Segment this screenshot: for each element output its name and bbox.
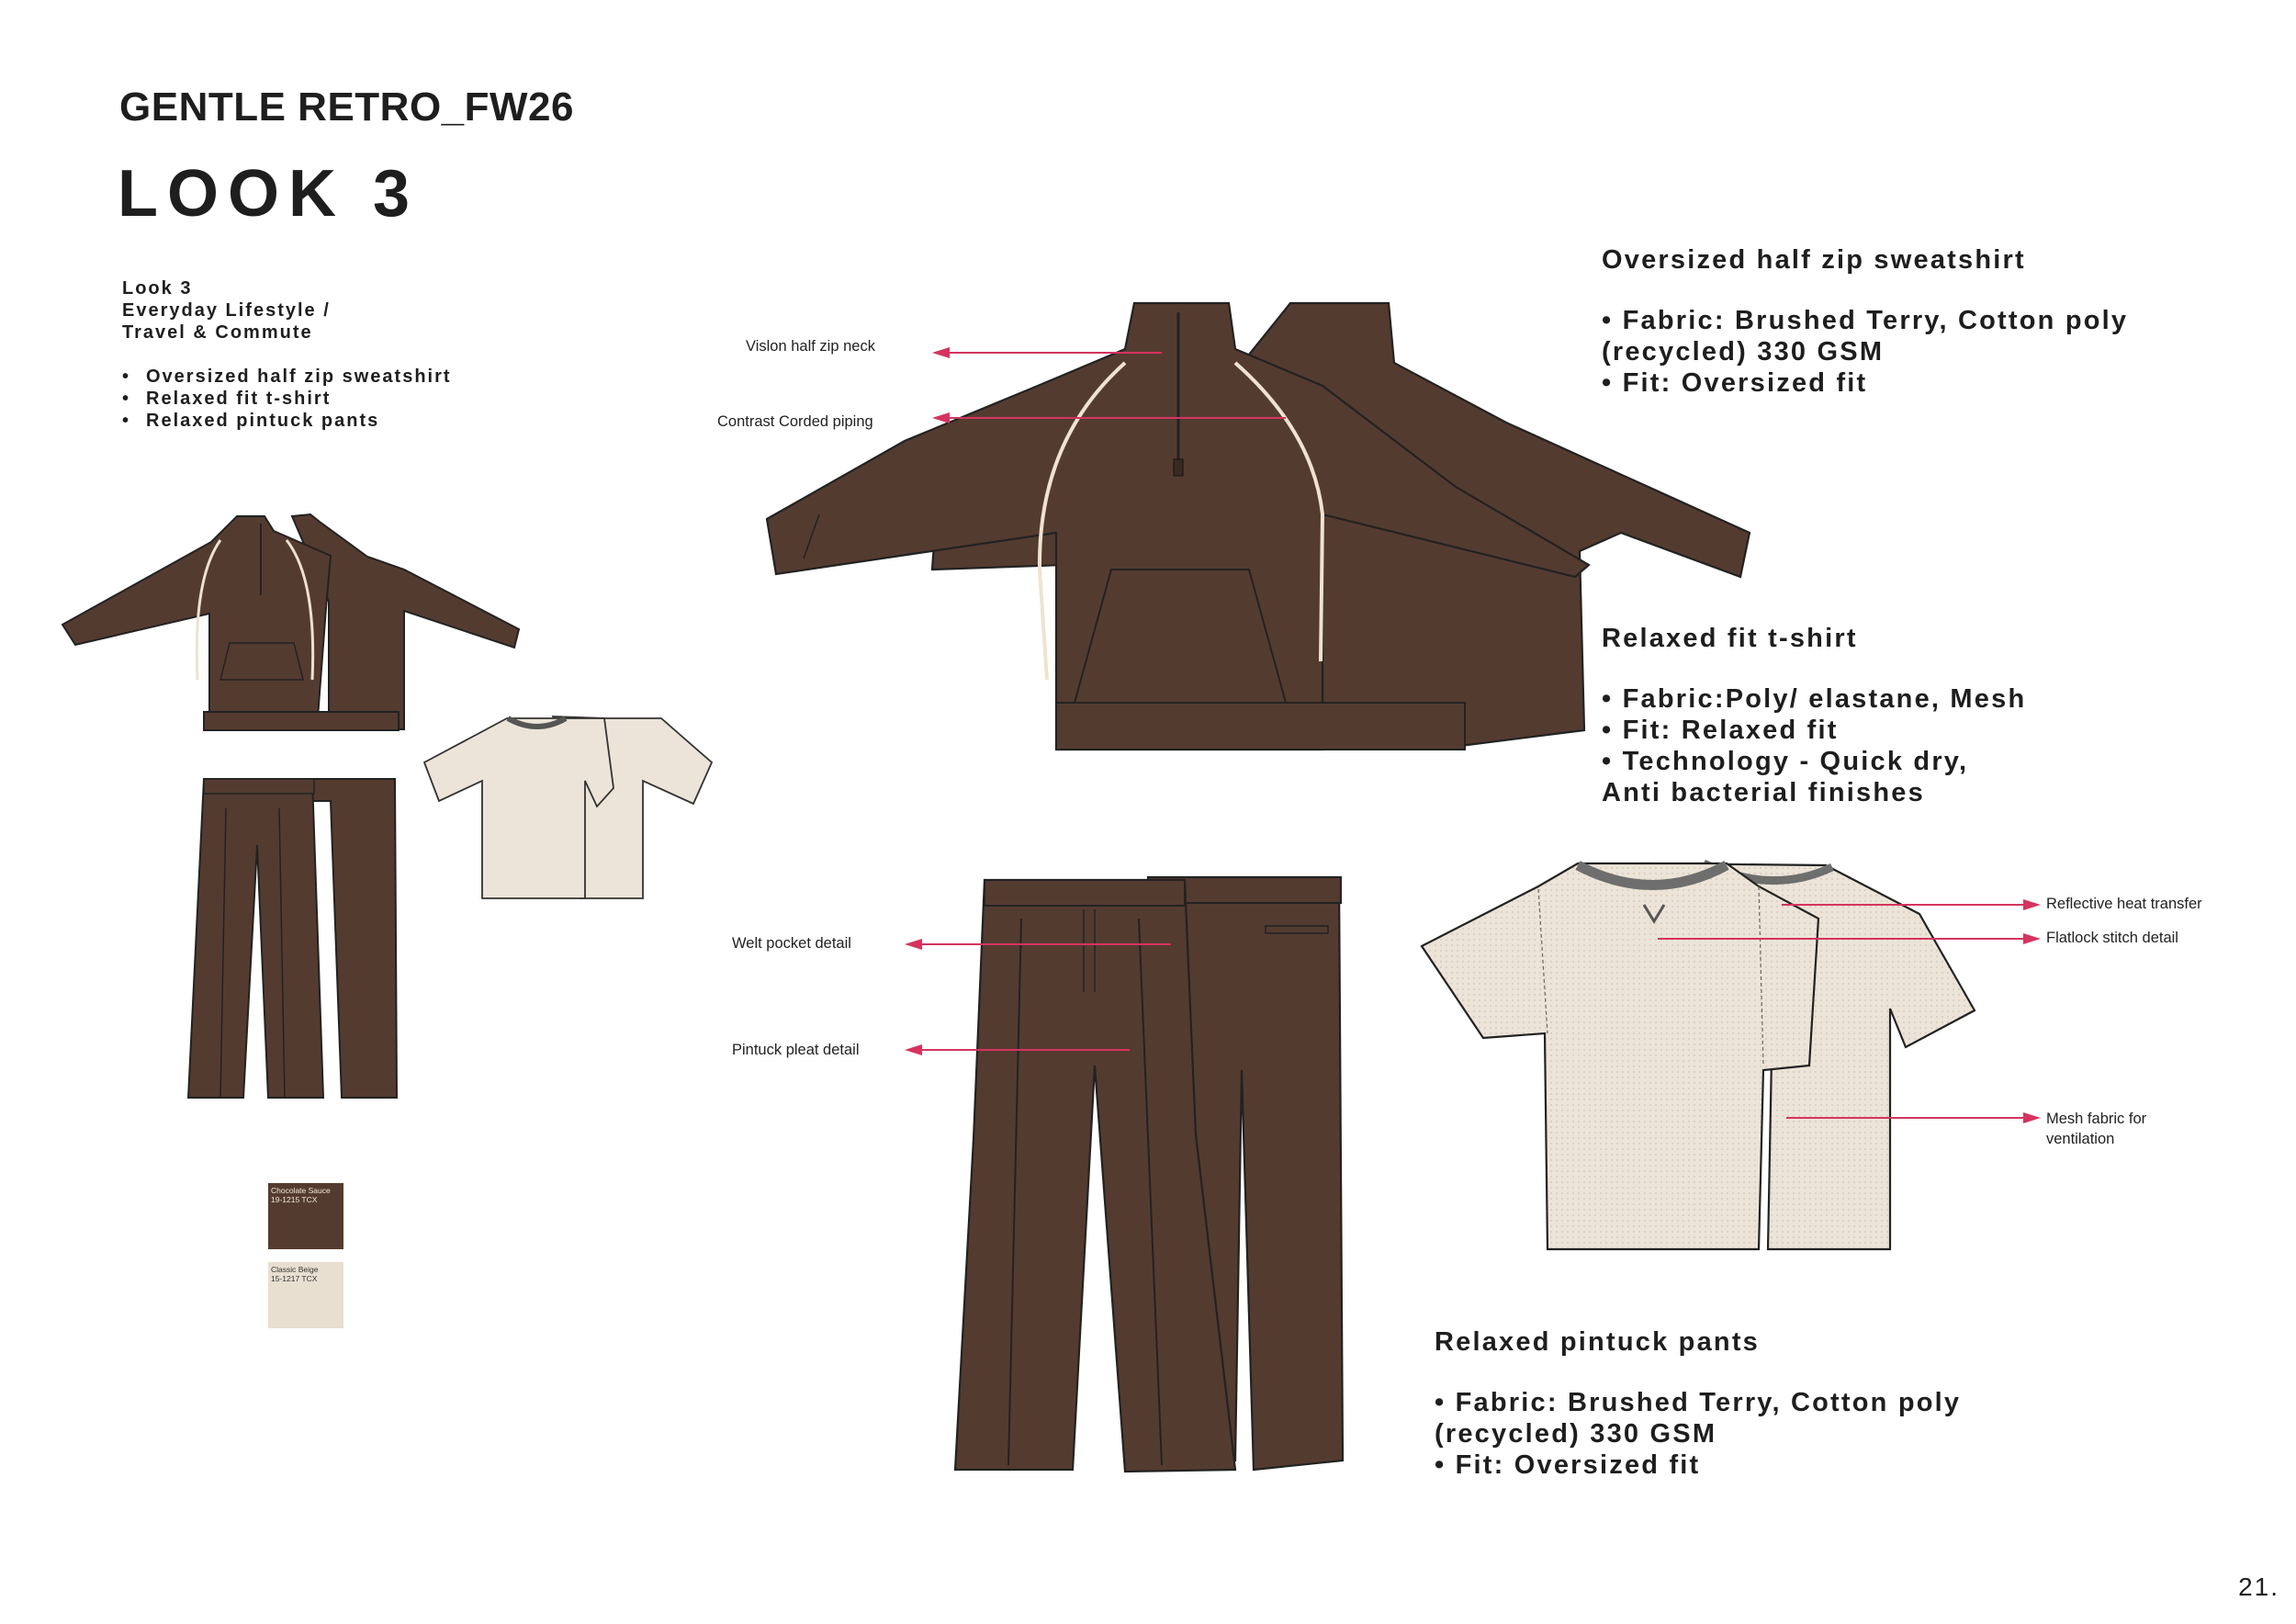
- garment-list-item: • Relaxed fit t-shirt: [122, 388, 452, 410]
- spec-line: • Technology - Quick dry,: [1602, 747, 1969, 776]
- spec-title: Relaxed pintuck pants: [1435, 1327, 1760, 1357]
- thumbnail-tshirt: [424, 716, 712, 898]
- callout-mesh: [2046, 1109, 2146, 1149]
- callout-mesh-line: Mesh fabric for: [2046, 1111, 2147, 1127]
- swatch-code: 15-1217 TCX: [271, 1274, 318, 1283]
- spec-tshirt: [1602, 623, 2026, 808]
- garment-list-item: • Relaxed pintuck pants: [122, 410, 452, 432]
- spec-line: • Fit: Oversized fit: [1602, 368, 1868, 398]
- spec-title: Oversized half zip sweatshirt: [1602, 245, 2026, 275]
- callout-reflective: Reflective heat transfer: [2046, 896, 2202, 912]
- thumbnail-sweatshirt: [62, 514, 519, 730]
- spec-line: (recycled) 330 GSM: [1602, 337, 1885, 367]
- spec-line: • Fit: Relaxed fit: [1602, 716, 1839, 745]
- callout-pintuck: Pintuck pleat detail: [732, 1042, 860, 1058]
- collection-title: GENTLE RETRO_FW26: [119, 85, 574, 130]
- tshirt-front-view: [1422, 863, 1818, 1249]
- spec-title: Relaxed fit t-shirt: [1602, 624, 1858, 653]
- callout-mesh-line: ventilation: [2046, 1131, 2115, 1147]
- garment-list-item: • Oversized half zip sweatshirt: [122, 366, 452, 388]
- callout-piping: Contrast Corded piping: [717, 413, 873, 430]
- page-number: 21.: [2238, 1573, 2279, 1601]
- summary-line: Travel & Commute: [122, 322, 313, 343]
- spec-line: • Fabric: Brushed Terry, Cotton poly: [1602, 306, 2129, 335]
- summary-line: Everyday Lifestyle /: [122, 300, 331, 321]
- swatch-classic-beige: [268, 1262, 343, 1328]
- swatch-chocolate-sauce: [268, 1183, 343, 1249]
- swatch-name: Chocolate Sauce: [271, 1186, 331, 1195]
- thumbnail-pants: [188, 779, 397, 1098]
- callout-zip-neck: Vislon half zip neck: [746, 338, 875, 355]
- summary-line: Look 3: [122, 278, 193, 299]
- callout-welt-pocket: Welt pocket detail: [732, 935, 851, 952]
- spec-sweatshirt: [1602, 244, 2128, 399]
- spec-pants: [1435, 1326, 1961, 1481]
- callout-flatlock: Flatlock stitch detail: [2046, 930, 2178, 946]
- spec-line: Anti bacterial finishes: [1602, 778, 1925, 807]
- look-title: LOOK 3: [118, 157, 420, 231]
- spec-line: • Fabric: Brushed Terry, Cotton poly: [1435, 1388, 1962, 1417]
- spec-line: (recycled) 330 GSM: [1435, 1419, 1717, 1449]
- spec-line: • Fit: Oversized fit: [1435, 1450, 1701, 1480]
- swatch-name: Classic Beige: [271, 1265, 319, 1274]
- spec-line: • Fabric:Poly/ elastane, Mesh: [1602, 684, 2027, 714]
- swatch-code: 19-1215 TCX: [271, 1195, 318, 1204]
